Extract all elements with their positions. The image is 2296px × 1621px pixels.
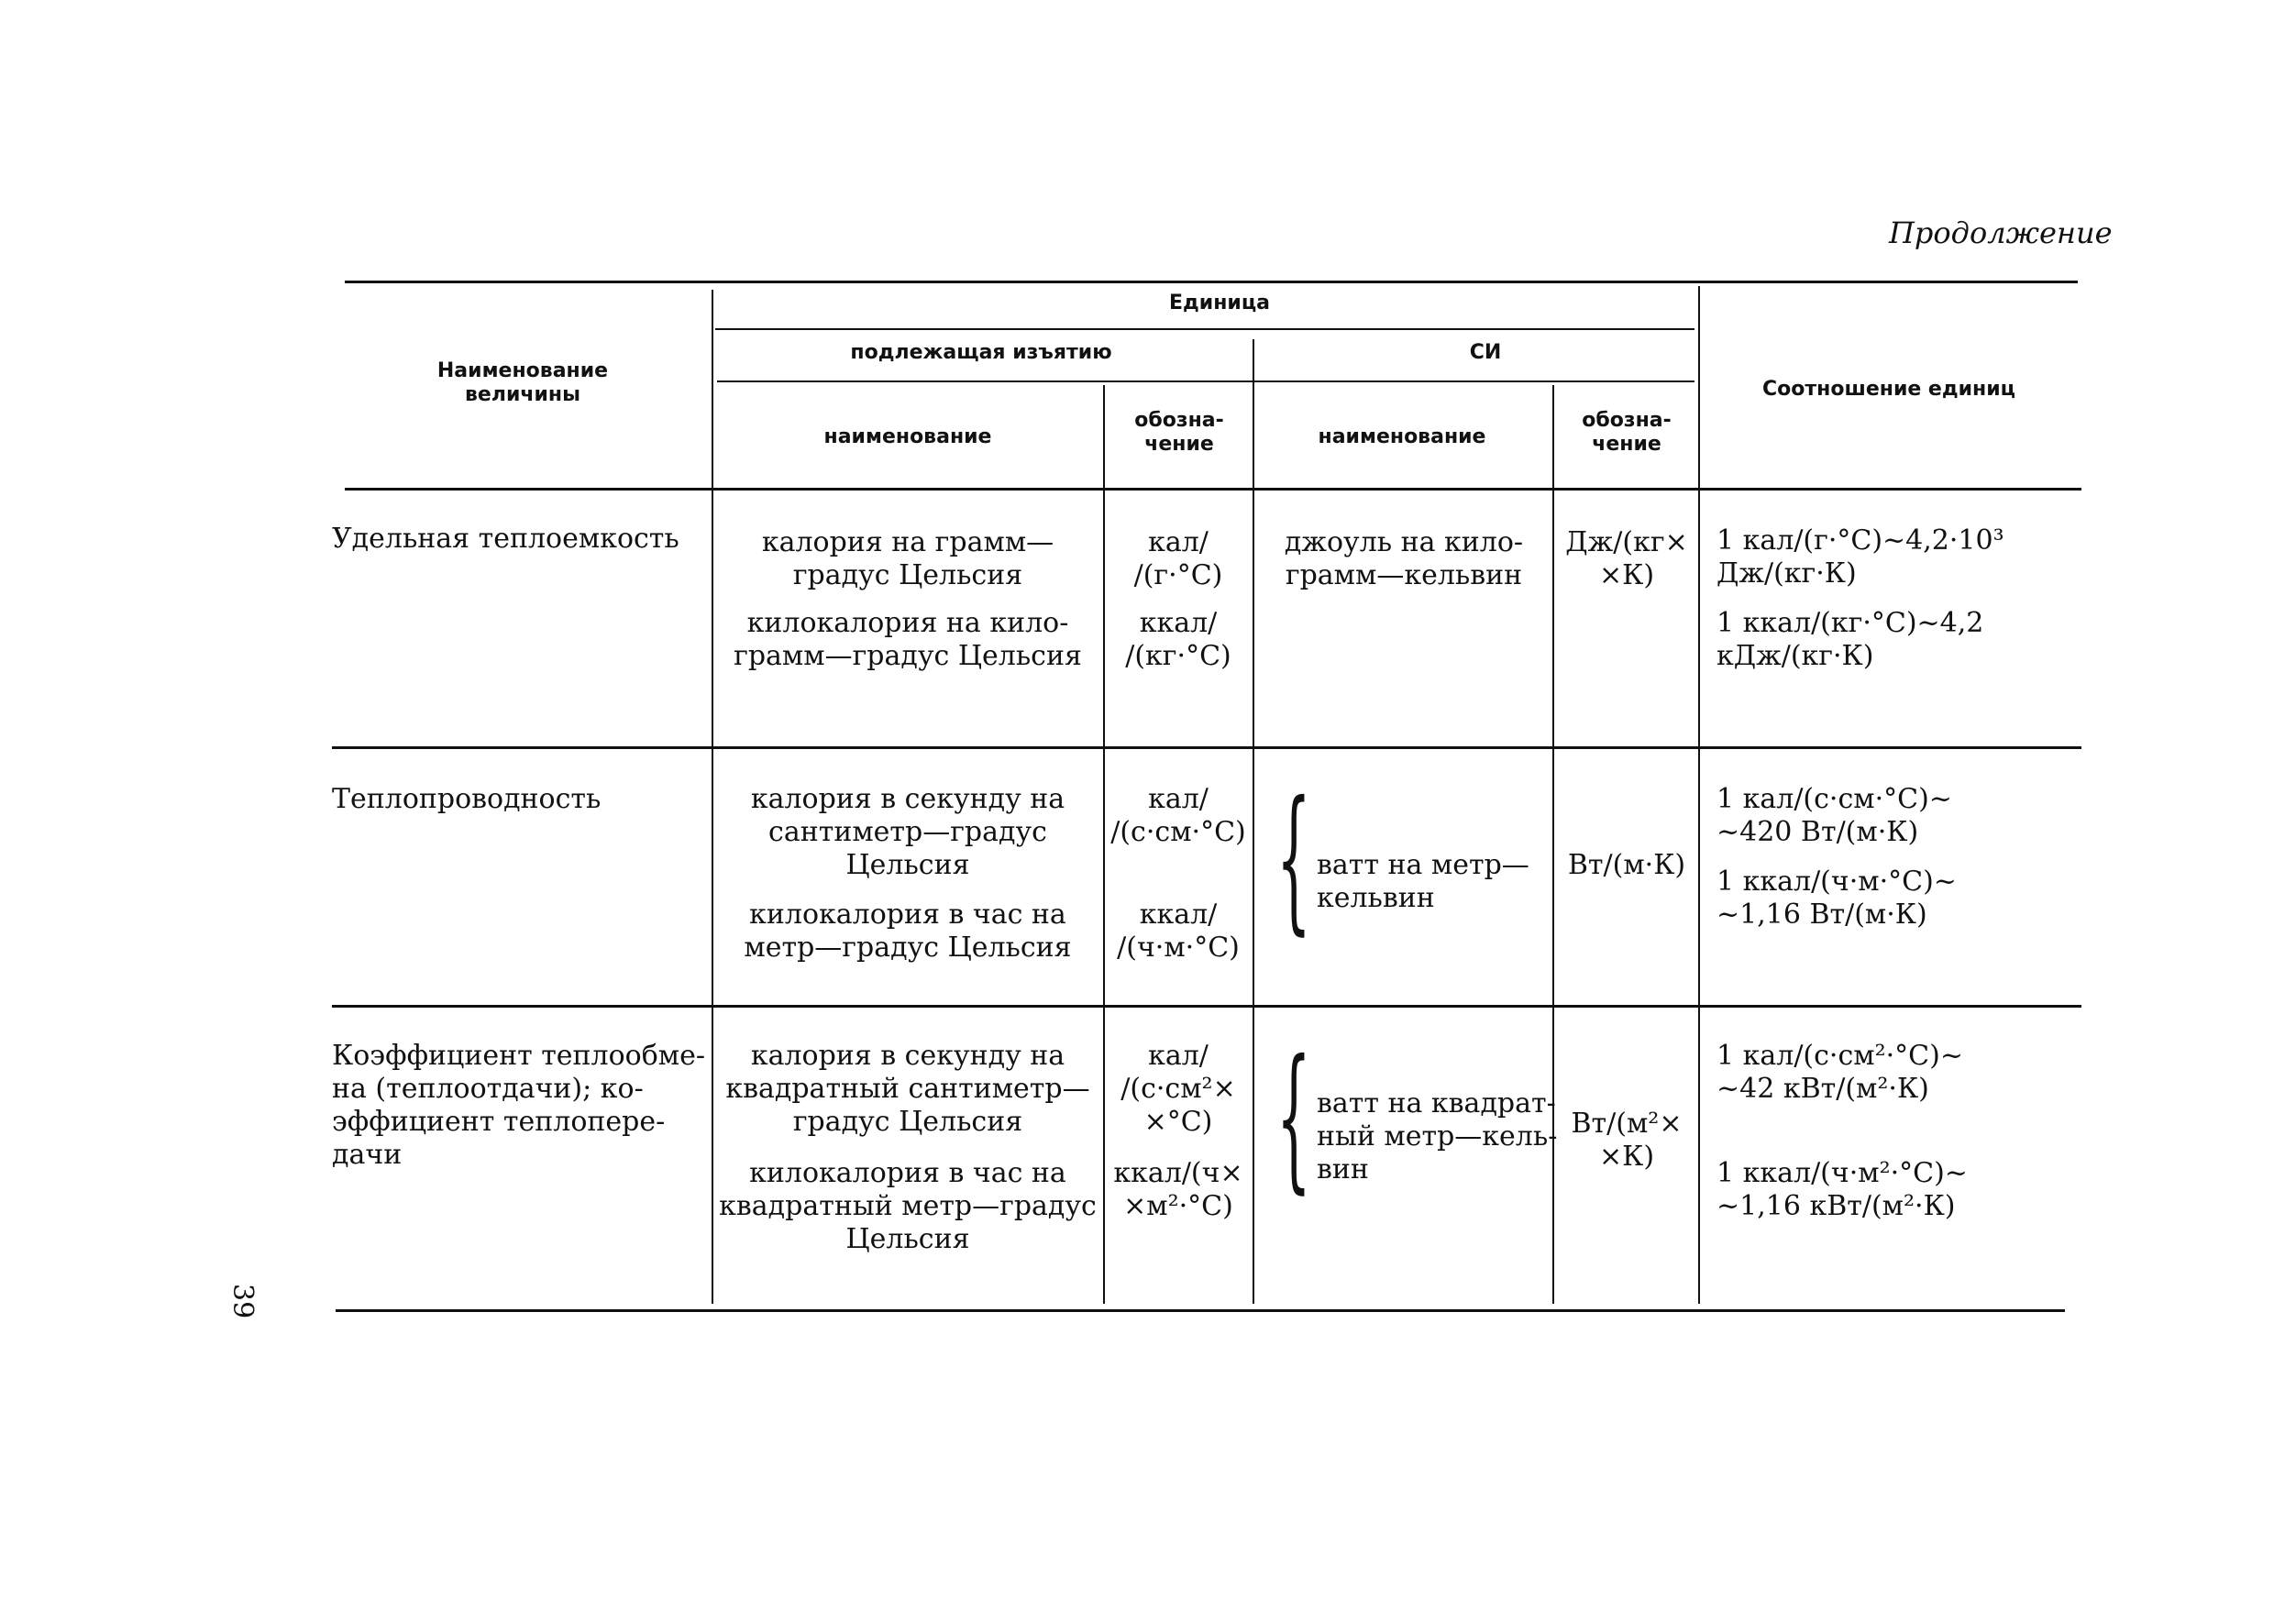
row1-relation-2: 1 ккал/(кг·°С)~4,2 кДж/(кг·К) bbox=[1716, 607, 1984, 672]
row2-withdrawn-name-2: килокалория в час на метр—градус Цельсия bbox=[744, 899, 1072, 964]
row3-si-name: ватт на квадрат- ный метр—кель- вин bbox=[1317, 1087, 1558, 1185]
row2-relation-1: 1 кал/(с·см·°С)~ ~420 Вт/(м·К) bbox=[1716, 783, 1952, 848]
header-withdrawn: подлежащая изъятию bbox=[850, 341, 1112, 364]
row1-relation-1: 1 кал/(г·°С)~4,2·10³ Дж/(кг·К) bbox=[1716, 524, 2004, 590]
row3-withdrawn-symbol-1: кал/ /(с·см²× ×°С) bbox=[1120, 1040, 1236, 1138]
row3-si-symbol: Вт/(м²× ×К) bbox=[1571, 1108, 1683, 1173]
row2-si-brace: { bbox=[1276, 768, 1311, 950]
row1-si-symbol: Дж/(кг× ×К) bbox=[1565, 526, 1688, 591]
row1-withdrawn-name-1: калория на грамм— градус Цельсия bbox=[761, 526, 1054, 591]
row3-si-brace: { bbox=[1276, 1027, 1311, 1208]
row3-withdrawn-symbol-2: ккал/(ч× ×м²·°С) bbox=[1113, 1157, 1243, 1222]
row1-withdrawn-name-2: килокалория на кило- грамм—градус Цельсия bbox=[734, 607, 1082, 672]
row1-si-name: джоуль на кило- грамм—кельвин bbox=[1284, 526, 1524, 591]
continuation-label: Продолжение bbox=[1889, 215, 2113, 250]
header-si-name: наименование bbox=[1318, 425, 1486, 448]
row3-quantity: Коэффициент теплообме- на (теплоотдачи); ко- эффициент теплопере- дачи bbox=[332, 1040, 706, 1171]
row3-withdrawn-name-1: калория в секунду на квадратный сантиметр— градус Цельсия bbox=[725, 1040, 1090, 1138]
row2-bottom-rule bbox=[332, 1005, 2081, 1008]
row1-withdrawn-symbol-1: кал/ /(г·°С) bbox=[1133, 526, 1223, 591]
row2-quantity: Теплопроводность bbox=[332, 783, 602, 815]
row2-si-symbol: Вт/(м·К) bbox=[1567, 849, 1686, 881]
table-top-rule bbox=[345, 281, 2078, 283]
header-relation: Соотношение единиц bbox=[1762, 378, 2015, 401]
col-rule-5 bbox=[1698, 286, 1700, 1304]
table-bottom-rule bbox=[336, 1309, 2065, 1312]
header-si: СИ bbox=[1469, 341, 1502, 364]
col-rule-3 bbox=[1253, 339, 1254, 1304]
row3-relation-1: 1 кал/(с·см²·°С)~ ~42 кВт/(м²·К) bbox=[1716, 1040, 1963, 1105]
header-si-symbol: обозна- чение bbox=[1582, 409, 1672, 456]
header-name: наименование bbox=[823, 425, 992, 448]
unit-rule bbox=[715, 328, 1694, 330]
row2-relation-2: 1 ккал/(ч·м·°С)~ ~1,16 Вт/(м·К) bbox=[1716, 866, 1957, 931]
row2-withdrawn-symbol-2: ккал/ /(ч·м·°С) bbox=[1117, 899, 1240, 964]
row1-bottom-rule bbox=[332, 746, 2081, 749]
row3-withdrawn-name-2: килокалория в час на квадратный метр—градус Цельсия bbox=[719, 1157, 1097, 1255]
header-quantity-name: Наименование величины bbox=[436, 359, 609, 406]
subhead-rule bbox=[717, 380, 1694, 382]
row2-si-name: ватт на метр— кельвин bbox=[1317, 849, 1529, 914]
page-number: 39 bbox=[226, 1284, 259, 1319]
row1-withdrawn-symbol-2: ккал/ /(кг·°С) bbox=[1125, 607, 1231, 672]
header-symbol: обозна- чение bbox=[1134, 409, 1224, 456]
row2-withdrawn-name-1: калория в секунду на сантиметр—градус Цельсия bbox=[750, 783, 1065, 881]
row2-withdrawn-symbol-1: кал/ /(с·см·°С) bbox=[1110, 783, 1246, 848]
col-rule-1 bbox=[712, 290, 713, 1304]
header-unit: Единица bbox=[1169, 292, 1270, 314]
row1-quantity: Удельная теплоемкость bbox=[332, 523, 679, 555]
row3-relation-2: 1 ккал/(ч·м²·°С)~ ~1,16 кВт/(м²·К) bbox=[1716, 1157, 1968, 1222]
header-bottom-rule bbox=[345, 488, 2081, 491]
